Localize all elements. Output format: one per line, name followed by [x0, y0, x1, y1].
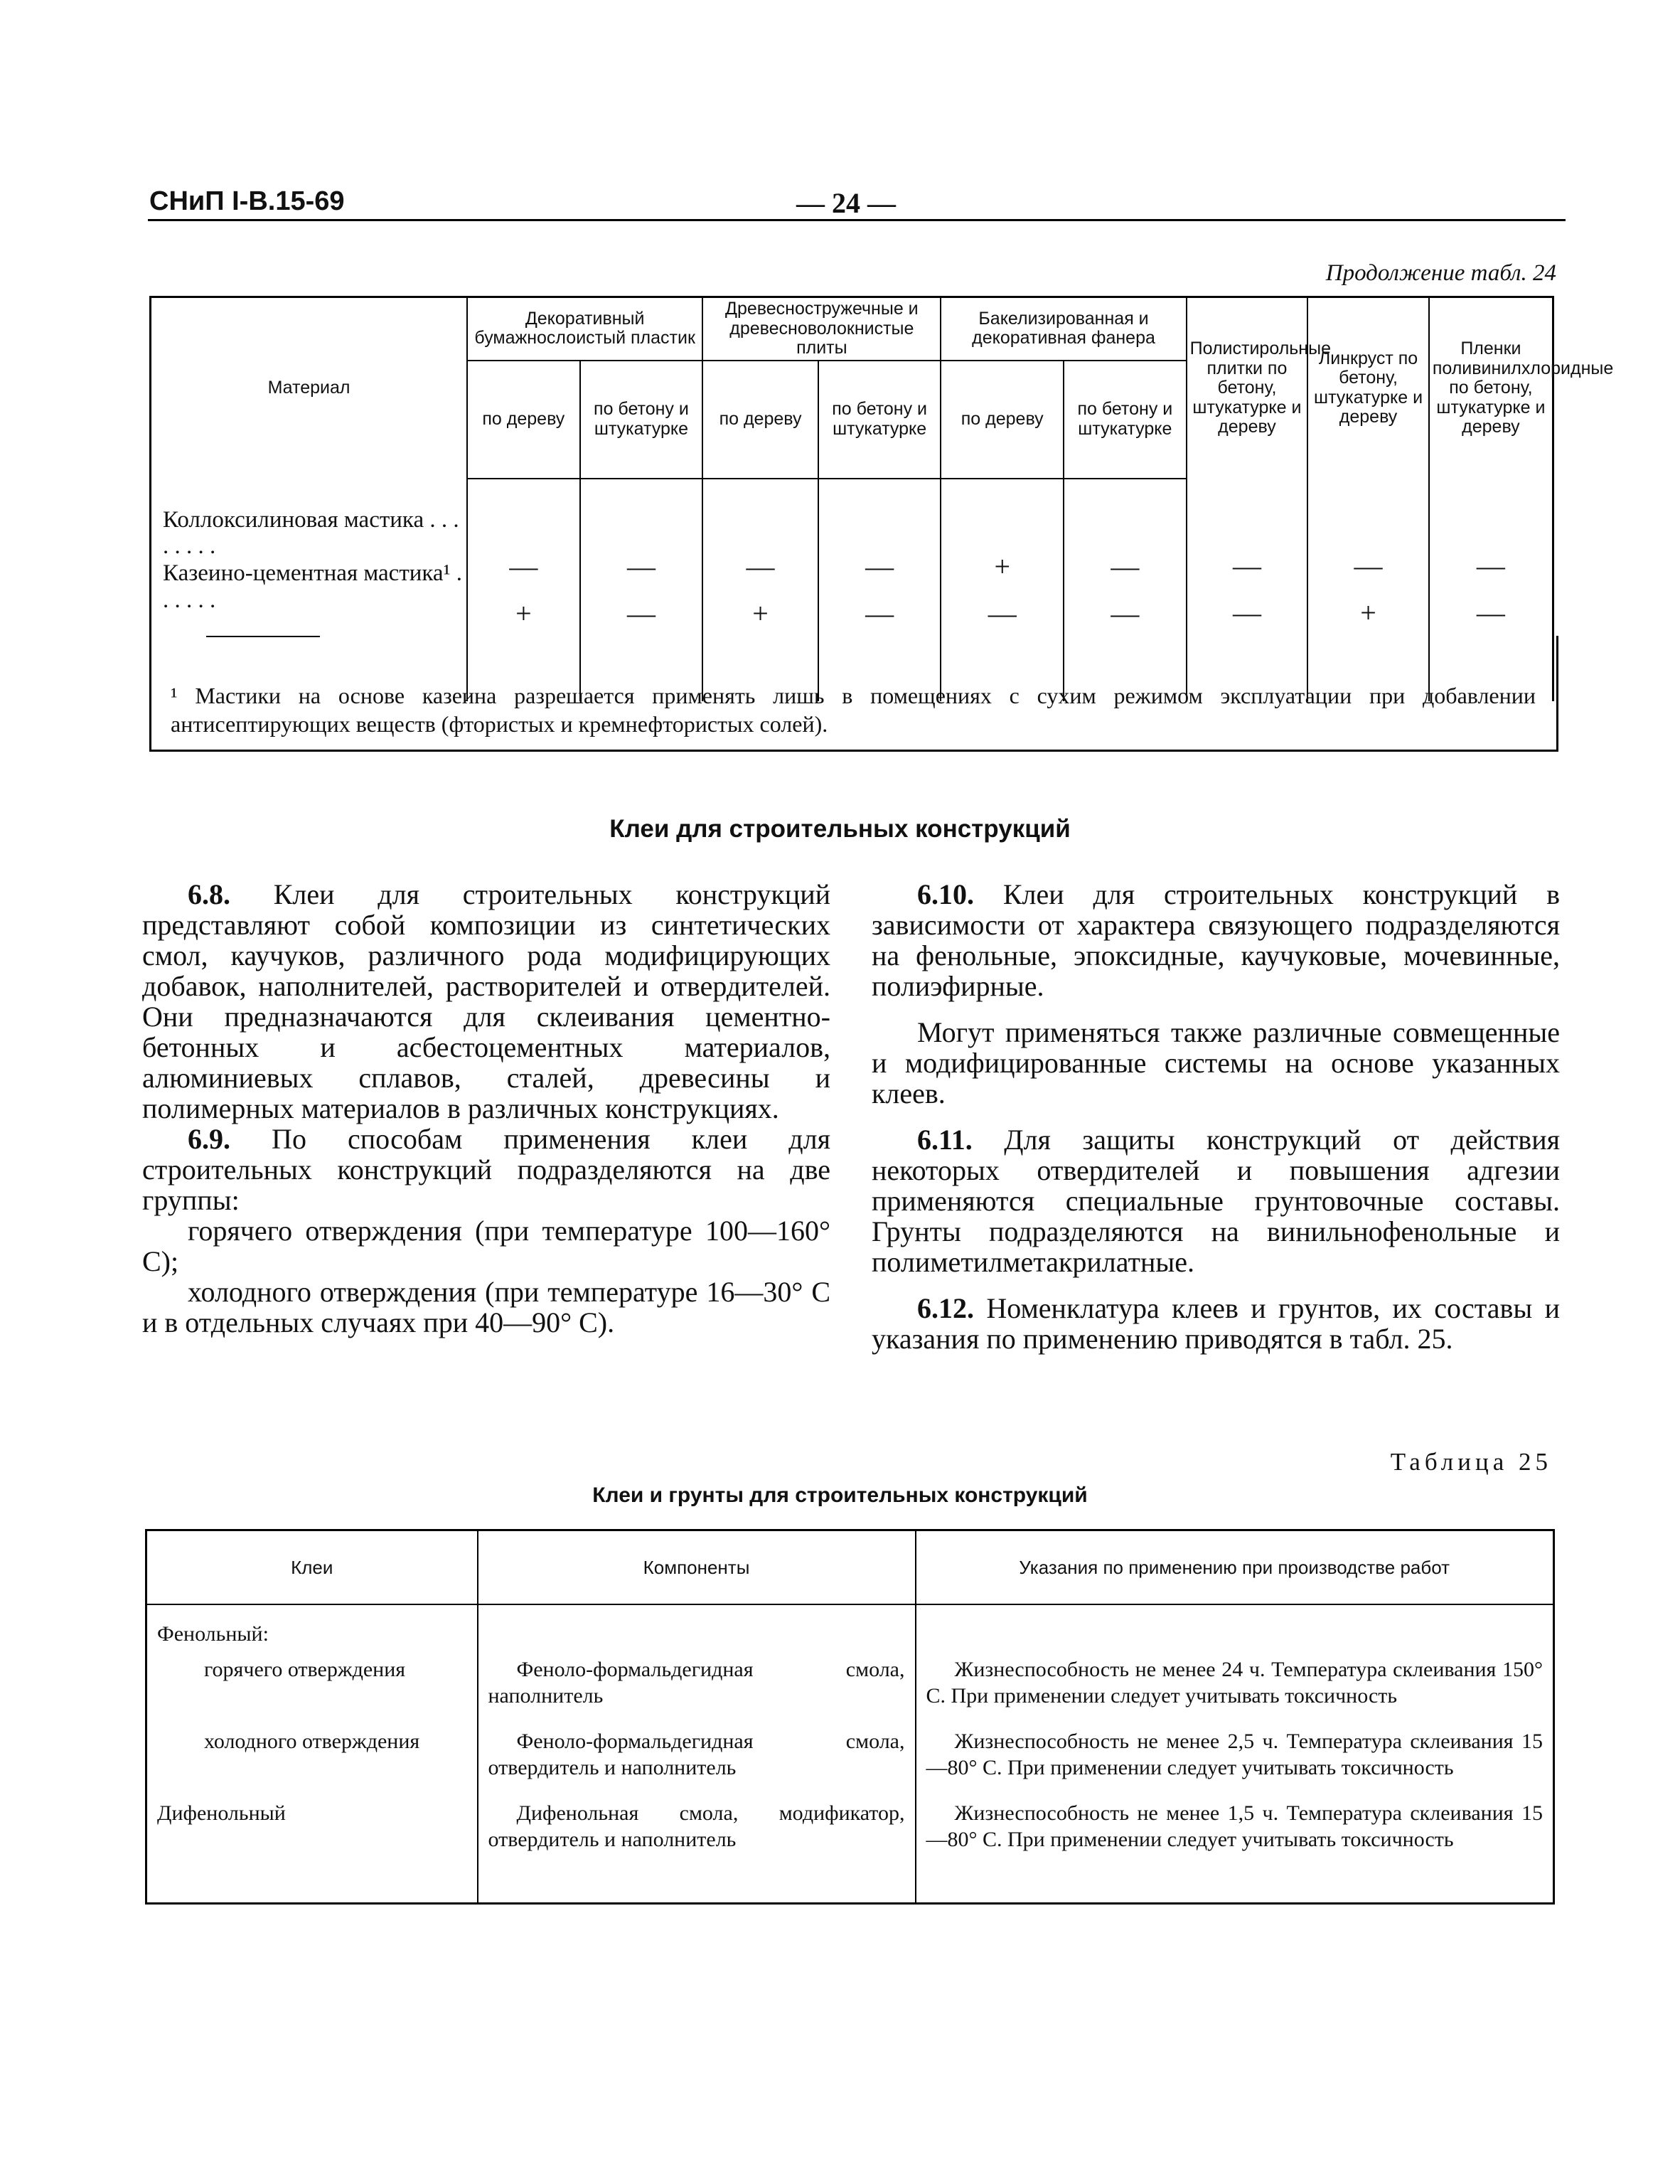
clause-number: 6.11.	[917, 1124, 973, 1156]
glue-name: холодного отверждения	[146, 1720, 478, 1791]
table-row	[146, 1648, 1554, 1720]
subheader: по дереву	[941, 361, 1064, 479]
glue-components: Дифенольная смола, модификатор, отвердитель и наполнитель	[478, 1791, 916, 1904]
header-group-boards: Древесностружечные и древесноволокнистые плиты	[702, 297, 941, 361]
paragraph-text: Клеи для строительных конструкций в зависимости от характера связующего подразделяются на фенольные, эпоксидные, каучуковые, мочевинные, полиэфирные.	[872, 878, 1560, 1002]
cell-value: —	[1476, 549, 1505, 582]
table-cell	[478, 1604, 916, 1648]
paragraph	[142, 1277, 830, 1338]
subheader: по бетону и штукатурке	[580, 361, 703, 479]
table-row	[146, 1720, 1554, 1791]
material-name: Казеино-цементная мастика¹ . . . . . .	[163, 560, 462, 614]
cell-value: —	[1111, 550, 1140, 582]
paragraph-text: Для защиты конструкций от действия некоторых отвердителей и повышения адгезии применяются специальные грунтовочные составы. Грунты подразделяются на винильнофенольные и полиметилметакрилатные.	[872, 1124, 1560, 1278]
material-name: Коллоксилиновая мастика . . . . . . . .	[163, 506, 459, 560]
header-rule	[148, 219, 1566, 221]
paragraph	[872, 1124, 1560, 1277]
paragraph-text: Клеи для строительных конструкций представляют собой композиции из синтетических смол, каучуков, различного рода модифицирующих добавок, наполнителей, растворителей и отвердителей. Они предназначаются для склеивания цементно-бетонных и асбестоцементных материалов, алюминиевых сплавов, сталей, древесины и полимерных материалов в различных конструкциях.	[142, 878, 830, 1124]
clause-number: 6.9.	[188, 1123, 230, 1155]
cell-value: —	[988, 597, 1017, 629]
glue-instructions: Жизнеспособность не менее 1,5 ч. Температура склеивания 15—80° С. При применении следует учитывать токсичность	[916, 1791, 1554, 1904]
glue-instructions: Жизнеспособность не менее 24 ч. Температура склеивания 150° С. При применении следует учитывать токсичность	[916, 1648, 1554, 1720]
paragraph-text: По способам применения клеи для строительных конструкций подразделяются на две группы:	[142, 1123, 830, 1216]
header-group-plywood: Бакелизированная и декоративная фанера	[941, 297, 1186, 361]
clause-number: 6.10.	[917, 878, 974, 910]
cell-value: —	[865, 597, 894, 629]
header-polystyrene: Полистирольные плитки по бетону, штукатурке и дереву	[1187, 297, 1308, 479]
subheader: по бетону и штукатурке	[1064, 361, 1187, 479]
table25-label: Таблица 25	[1390, 1448, 1552, 1476]
glue-name: горячего отверждения	[146, 1648, 478, 1720]
section-title: Клеи для строительных конструкций	[609, 815, 1071, 843]
cell-value: —	[626, 550, 656, 582]
paragraph-text: Номенклатура клеев и грунтов, их составы и указания по применению приводятся в табл. 25.	[872, 1292, 1560, 1355]
cell-value: —	[746, 550, 775, 582]
paragraph	[142, 1215, 830, 1277]
subheader: по дереву	[702, 361, 818, 479]
header-components: Компоненты	[478, 1530, 916, 1605]
paragraph-text: Могут применяться также различные совмещенные и модифицированные системы на основе указанных клеев.	[872, 1016, 1560, 1109]
cell-value: —	[1354, 549, 1383, 582]
table24-continuation-label: Продолжение табл. 24	[1325, 260, 1556, 286]
page-number: — 24 —	[796, 187, 896, 219]
paragraph	[142, 879, 830, 1124]
text-column-right	[872, 879, 1560, 1354]
document-code: СНиП I-В.15-69	[149, 186, 345, 216]
page-header	[149, 186, 1564, 219]
paragraph	[872, 1293, 1560, 1354]
cell-value: +	[752, 597, 769, 629]
header-instructions: Указания по применению при производстве работ	[916, 1530, 1554, 1605]
header-material: Материал	[151, 297, 468, 479]
cell-value: —	[1232, 596, 1261, 629]
paragraph-text: горячего отверждения (при температуре 100—160° С);	[142, 1215, 830, 1277]
subheader: по бетону и штукатурке	[818, 361, 941, 479]
paragraph-text: холодного отверждения (при температуре 16—30° С и в отдельных случаях при 40—90° С).	[142, 1276, 830, 1338]
table-25	[145, 1529, 1555, 1905]
header-pvc-films: Пленки поливинилхлоридные по бетону, штукатурке и дереву	[1429, 297, 1553, 479]
header-glues: Клеи	[146, 1530, 478, 1605]
footnote-rule	[206, 636, 320, 637]
cell-value: —	[1476, 596, 1505, 629]
paragraph	[142, 1124, 830, 1215]
glue-instructions: Жизнеспособность не менее 2,5 ч. Температура склеивания 15—80° С. При применении следует учитывать токсичность	[916, 1720, 1554, 1791]
cell-value: —	[626, 597, 656, 629]
header-lincrusta: Линкруст по бетону, штукатурке и дереву	[1307, 297, 1429, 479]
cell-value: +	[515, 597, 532, 629]
cell-value: —	[865, 550, 894, 582]
header-group-plastic: Декоративный бумажнослоистый пластик	[467, 297, 702, 361]
table25-title: Клеи и грунты для строительных конструкций	[592, 1483, 1088, 1507]
cell-value: —	[1111, 597, 1140, 629]
table-cell	[916, 1604, 1554, 1648]
glue-name: Дифенольный	[146, 1791, 478, 1904]
subheader: по дереву	[467, 361, 580, 479]
paragraph	[872, 1017, 1560, 1109]
table24-footnote: ¹ Мастики на основе казеина разрешается применять лишь в помещениях с сухим режимом эксплуатации при добавлении антисептирующих веществ (фтористых и кремнефтористых солей).	[171, 683, 1536, 737]
group-label: Фенольный:	[146, 1604, 478, 1648]
text-column-left	[142, 879, 830, 1338]
paragraph	[872, 879, 1560, 1001]
clause-number: 6.12.	[917, 1292, 974, 1324]
glue-components: Феноло-формальдегидная смола, наполнитель	[478, 1648, 916, 1720]
cell-value: +	[1360, 596, 1376, 629]
clause-number: 6.8.	[188, 878, 230, 910]
cell-value: +	[994, 550, 1010, 582]
cell-value: —	[1232, 549, 1261, 582]
glue-components: Феноло-формальдегидная смола, отвердитель и наполнитель	[478, 1720, 916, 1791]
table-row	[146, 1791, 1554, 1904]
cell-value: —	[509, 550, 538, 582]
